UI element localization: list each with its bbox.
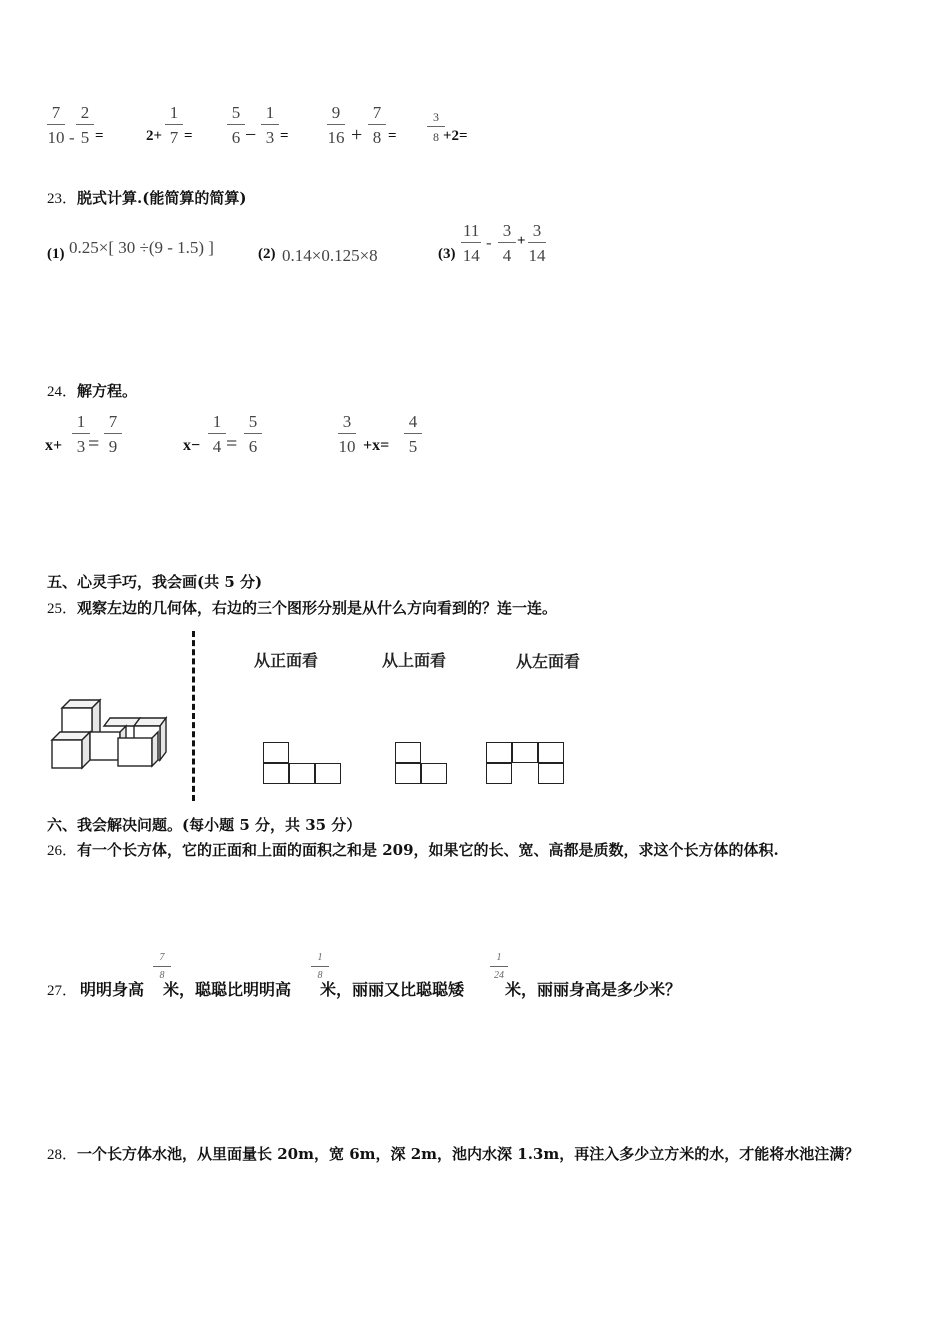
fraction [104,413,122,455]
question-number: 24． [47,384,78,400]
denominator: 7 [169,128,179,147]
denominator: 8 [159,970,165,981]
lead: 2+ [146,128,163,144]
numerator: 3 [427,111,445,127]
denominator: 16 [327,128,345,147]
view-label-top: 从上面看 [382,651,447,670]
lead: x− [183,437,201,454]
equals: = [226,433,238,455]
grid-cell [263,742,289,763]
fraction [261,104,279,146]
numerator: 7 [153,953,171,967]
q24-title [47,380,137,401]
question-number: 28． [47,1147,78,1163]
q23-part2-expression: 0.14×0.125×8 [282,246,378,265]
numerator: 4 [404,413,422,434]
question-text: 脱式计算.(能简算的简算) [77,189,247,207]
numerator: 7 [104,413,122,434]
denominator: 3 [76,437,86,456]
q27-text-1: 明明身高 [80,980,145,999]
denominator: 6 [248,437,258,456]
denominator: 8 [372,128,382,147]
denominator: 10 [338,437,356,456]
numerator: 9 [327,104,345,125]
section-6-title: 六、我会解决问题。(每小题 5 分，共 35 分） [47,816,362,834]
view-label-front: 从正面看 [254,651,319,670]
q27-text-2: 米，聪聪比明明高 [163,980,292,999]
denominator: 9 [108,437,118,456]
grid-cell [486,742,512,763]
cube-solid-figure [44,696,170,770]
numerator: 11 [461,222,481,243]
question-text: 解方程。 [77,382,138,400]
q28-question [47,1143,859,1164]
denominator: 14 [528,246,546,265]
view-label-left: 从左面看 [516,652,581,671]
fraction [528,222,546,264]
numerator: 2 [76,104,94,125]
numerator: 5 [227,104,245,125]
denominator: 8 [317,970,323,981]
fraction [327,104,345,146]
q25-question [47,597,557,618]
dashed-divider [192,631,195,801]
q23-part3-label: (3) [438,246,456,262]
operator: - [69,128,75,147]
fraction [244,413,262,455]
equals: = [88,433,100,455]
q23-part2-label: (2) [258,246,276,262]
operator: + [351,124,363,146]
fraction [498,222,516,264]
denominator: 24 [494,970,504,981]
operator: − [245,124,257,146]
grid-cell [263,763,289,784]
grid-cell [538,763,564,784]
lead: x+ [45,437,63,454]
q23-part1-label: (1) [47,246,65,262]
equals: = [388,128,397,144]
section-5-title: 五、心灵手巧，我会画(共 5 分) [47,573,263,591]
q26-question [47,839,779,860]
grid-cell [421,763,447,784]
fraction [461,222,481,264]
denominator: 10 [47,128,65,147]
denominator: 4 [502,246,512,265]
question-number: 26． [47,843,78,859]
numerator: 1 [72,413,90,434]
q23-part1-expression: 0.25×[ 30 ÷(9 - 1.5) ] [69,238,214,257]
grid-cell [486,763,512,784]
question-text: 有一个长方体，它的正面和上面的面积之和是 209，如果它的长、宽、高都是质数，求这个长方体的体积. [77,841,779,859]
grid-cell [395,742,421,763]
denominator: 14 [462,246,480,265]
grid-cell [538,742,564,763]
q27-text-3: 米，丽丽又比聪聪矮 [320,980,465,999]
question-number: 23． [47,191,78,207]
fraction [227,104,245,146]
question-number-wrap [47,979,77,1000]
numerator: 3 [528,222,546,243]
equals: = [95,128,104,144]
operator: - [486,233,492,252]
denominator: 6 [231,128,241,147]
mid: +x= [363,437,390,454]
numerator: 7 [47,104,65,125]
denominator: 8 [433,130,439,144]
question-text: 一个长方体水池，从里面量长 20m，宽 6m，深 2m，池内水深 1.3m，再注入多少立方米的水，才能将水池注满？ [77,1145,860,1163]
fraction [338,413,356,455]
fraction [47,104,65,146]
numerator: 1 [165,104,183,125]
denominator: 4 [212,437,222,456]
numerator: 1 [490,953,508,967]
equals: = [184,128,193,144]
fraction [165,104,183,146]
question-text: 观察左边的几何体，右边的三个图形分别是从什么方向看到的？连一连。 [77,599,558,617]
fraction [404,413,422,455]
numerator: 3 [498,222,516,243]
grid-cell [289,763,315,784]
denominator: 5 [80,128,90,147]
fraction [208,413,226,455]
q23-title [47,187,246,208]
operator: + [517,233,526,249]
numerator: 3 [338,413,356,434]
fraction [76,104,94,146]
tail: +2= [443,128,468,144]
denominator: 3 [265,128,275,147]
q27-text-4: 米，丽丽身高是多少米？ [505,980,682,999]
numerator: 5 [244,413,262,434]
question-number: 27． [47,983,78,999]
question-number: 25． [47,601,78,617]
grid-cell [315,763,341,784]
numerator: 1 [208,413,226,434]
numerator: 1 [311,953,329,967]
numerator: 1 [261,104,279,125]
denominator: 5 [408,437,418,456]
fraction [368,104,386,146]
grid-cell [512,742,538,763]
grid-cell [395,763,421,784]
numerator: 7 [368,104,386,125]
equals: = [280,128,289,144]
